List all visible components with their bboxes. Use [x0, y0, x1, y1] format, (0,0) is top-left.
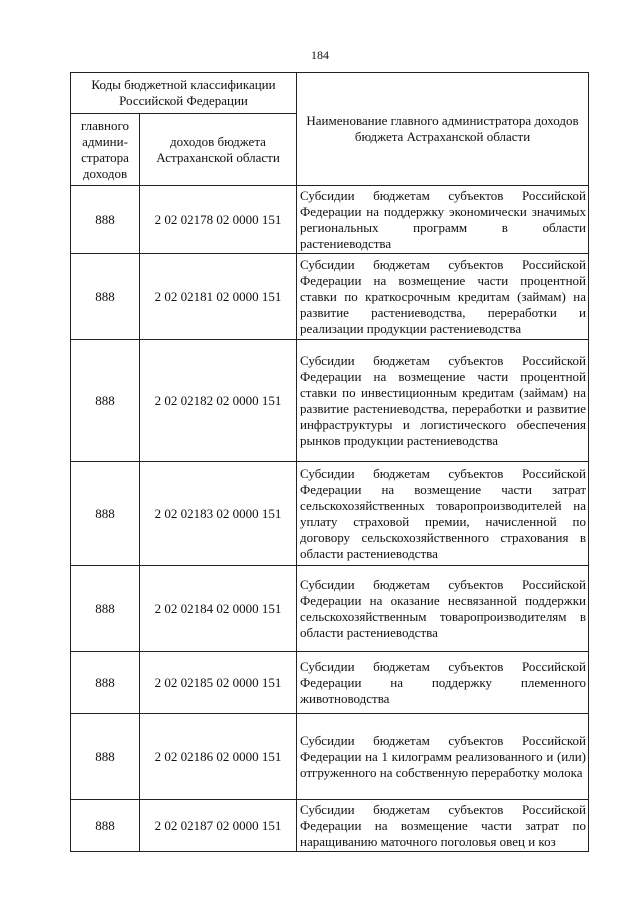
budget-codes-table — [70, 72, 589, 852]
income-name: Субсидии бюджетам субъектов Российской Федерации на возмещение части процентной ставки по инвестиционным кредитам (займам) на развитие растениеводства, переработки и развитие инфраструктуры и логистического обеспечения рынков продукции растениеводства — [297, 340, 589, 462]
income-name: Субсидии бюджетам субъектов Российской Федерации на поддержку экономически значимых региональных программ в области растениеводства — [297, 186, 589, 254]
header-row-1 — [71, 73, 589, 114]
table-row — [71, 186, 589, 254]
admin-code: 888 — [71, 186, 140, 254]
income-code: 2 02 02186 02 0000 151 — [140, 714, 297, 800]
header-admin: главного админи-стратора доходов — [71, 114, 140, 186]
income-code: 2 02 02181 02 0000 151 — [140, 254, 297, 340]
income-code: 2 02 02183 02 0000 151 — [140, 462, 297, 566]
table-row — [71, 566, 589, 652]
table-row — [71, 254, 589, 340]
income-name: Субсидии бюджетам субъектов Российской Федерации на поддержку племенного животноводства — [297, 652, 589, 714]
admin-code: 888 — [71, 254, 140, 340]
income-code: 2 02 02182 02 0000 151 — [140, 340, 297, 462]
income-code: 2 02 02187 02 0000 151 — [140, 800, 297, 852]
income-code: 2 02 02184 02 0000 151 — [140, 566, 297, 652]
income-name: Субсидии бюджетам субъектов Российской Федерации на возмещение части процентной ставки по краткосрочным кредитам (займам) на развитие растениеводства, переработки и реализации продукции растениеводства — [297, 254, 589, 340]
admin-code: 888 — [71, 800, 140, 852]
income-name: Субсидии бюджетам субъектов Российской Федерации на возмещение части затрат сельскохозяйственных товаропроизводителей на уплату страховой премии, начисленной по договору сельскохозяйственного страхования в области растениеводства — [297, 462, 589, 566]
header-income: доходов бюджета Астраханской области — [140, 114, 297, 186]
table-row — [71, 800, 589, 852]
admin-code: 888 — [71, 340, 140, 462]
income-code: 2 02 02178 02 0000 151 — [140, 186, 297, 254]
income-name: Субсидии бюджетам субъектов Российской Федерации на оказание несвязанной поддержки сельскохозяйственным товаропроизводителям в области растениеводства — [297, 566, 589, 652]
admin-code: 888 — [71, 652, 140, 714]
header-codes-group: Коды бюджетной классификации Российской Федерации — [71, 73, 297, 114]
admin-code: 888 — [71, 462, 140, 566]
table-row — [71, 340, 589, 462]
admin-code: 888 — [71, 714, 140, 800]
income-code: 2 02 02185 02 0000 151 — [140, 652, 297, 714]
table-row — [71, 652, 589, 714]
table-row — [71, 714, 589, 800]
income-name: Субсидии бюджетам субъектов Российской Федерации на возмещение части затрат по наращиванию маточного поголовья овец и коз — [297, 800, 589, 852]
table-row — [71, 462, 589, 566]
header-name: Наименование главного администратора доходов бюджета Астраханской области — [297, 73, 589, 186]
page-number: 184 — [311, 48, 329, 62]
income-name: Субсидии бюджетам субъектов Российской Федерации на 1 килограмм реализованного и (или) отгруженного на собственную переработку молока — [297, 714, 589, 800]
admin-code: 888 — [71, 566, 140, 652]
